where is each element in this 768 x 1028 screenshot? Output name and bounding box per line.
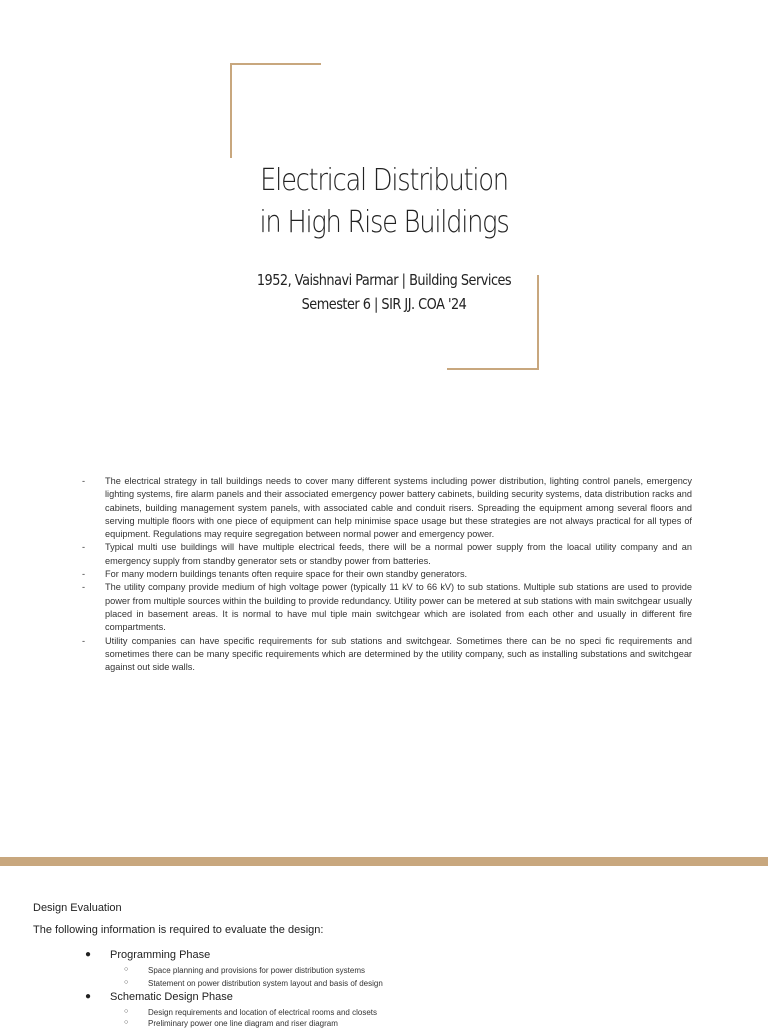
phase-label: Schematic Design Phase bbox=[110, 991, 233, 1003]
bullet-ring-icon: ○ bbox=[124, 966, 129, 973]
sub-item-label: Statement on power distribution system layout and basis of design bbox=[148, 979, 383, 988]
section-heading: Design Evaluation bbox=[33, 902, 122, 914]
dash-marker: - bbox=[82, 542, 86, 553]
subtitle bbox=[212, 268, 556, 316]
bullet-text: Typical multi use buildings will have multiple electrical feeds, there will be a normal power supply from the loacal utility company and an emergency supply from standby generator sets or standby power from batteries. bbox=[105, 542, 692, 566]
dash-marker: - bbox=[82, 569, 86, 580]
frame-corner-top-left-horizontal bbox=[230, 63, 321, 65]
bullet-text: The utility company provide medium of high voltage power (typically 11 kV to 66 kV) to sub stations. Multiple sub stations are used to provide power from multiple sources within the building to provide redundancy. Utility power can be metered at sub stations with main switchgear usually placed in basement areas. It is normal to have mul tiple main switchgear which are isolated from each other and usually in different fire compartments. bbox=[105, 582, 692, 633]
bullet-text: Utility companies can have specific requirements for sub stations and switchgear. Sometimes there can be no speci fic requirements and sometimes there can be many specific requirements which are determined by the utility company, such as installing substations and switchgear against out side walls. bbox=[105, 635, 692, 673]
bullet-ring-icon: ○ bbox=[124, 1008, 129, 1015]
dash-marker: - bbox=[82, 476, 86, 486]
bullet-item bbox=[80, 541, 692, 568]
bullet-item bbox=[80, 635, 692, 675]
frame-corner-bottom-right-horizontal bbox=[447, 368, 539, 370]
page-title bbox=[212, 160, 556, 244]
subtitle-line-1: 1952, Vaishnavi Parmar | Building Services bbox=[256, 271, 512, 289]
sub-item-label: Design requirements and location of electrical rooms and closets bbox=[148, 1008, 378, 1017]
bullet-ring-icon: ○ bbox=[124, 979, 129, 986]
title-line-2: in High Rise Buildings bbox=[259, 205, 509, 240]
intro-bullet-list bbox=[80, 475, 692, 674]
bullet-item bbox=[80, 475, 692, 541]
bullet-text: The electrical strategy in tall buildings needs to cover many different systems including power distribution, lighting control panels, emergency lighting systems, fire alarm panels and their associated emergency power battery cabinets, building security systems, data distribution racks and cabinets, building management system panels, with associated cable and conduit risers. Spreading the equipment among several floors and serving multiple floors with one piece of equipment can help minimise space usage but these strategies are not always practical for all types of equipment. Regulations may require segregation between normal power and emergency power. bbox=[105, 476, 692, 540]
frame-corner-top-left-vertical bbox=[230, 63, 232, 158]
bullet-dot-icon: ● bbox=[85, 949, 92, 960]
sub-item-label: Preliminary power one line diagram and riser diagram bbox=[148, 1019, 338, 1028]
bullet-item bbox=[80, 581, 692, 634]
bullet-ring-icon: ○ bbox=[124, 1019, 129, 1026]
dash-marker: - bbox=[82, 635, 86, 646]
bullet-item bbox=[80, 568, 692, 581]
page-divider-band bbox=[0, 857, 768, 866]
dash-marker: - bbox=[82, 582, 86, 593]
title-line-1: Electrical Distribution bbox=[260, 163, 508, 198]
subtitle-line-2: Semester 6 | SIR JJ. COA '24 bbox=[301, 295, 467, 313]
sub-item-label: Space planning and provisions for power distribution systems bbox=[148, 966, 366, 975]
phase-label: Programming Phase bbox=[110, 949, 211, 961]
bullet-dot-icon: ● bbox=[85, 991, 92, 1002]
bullet-text: For many modern buildings tenants often require space for their own standby generators. bbox=[105, 569, 468, 580]
section-intro: The following information is required to evaluate the design: bbox=[33, 924, 324, 936]
